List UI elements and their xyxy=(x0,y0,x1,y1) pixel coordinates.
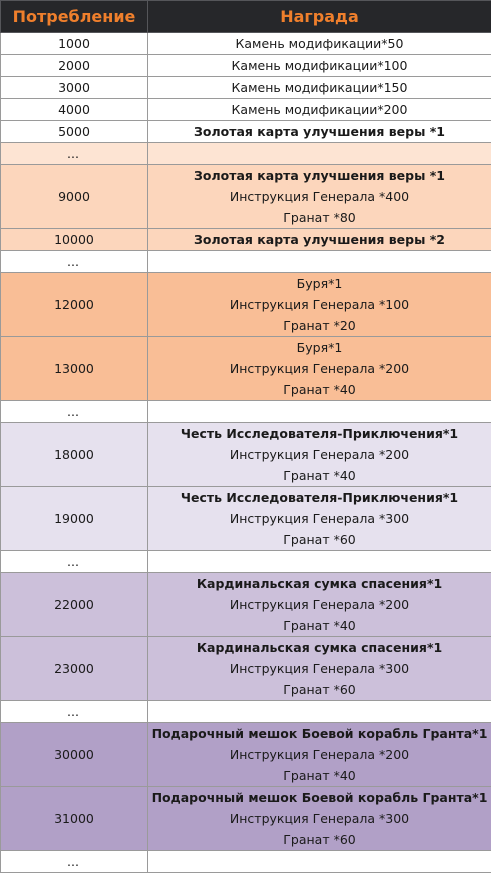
reward-line: Гранат *40 xyxy=(148,465,491,486)
table-row xyxy=(1,423,491,487)
reward-cell xyxy=(148,423,491,487)
consumption-cell xyxy=(1,701,148,723)
table-row xyxy=(1,487,491,551)
reward-line: Инструкция Генерала *300 xyxy=(148,808,491,829)
reward-line: Гранат *60 xyxy=(148,679,491,700)
table-row xyxy=(1,637,491,701)
consumption-cell xyxy=(1,851,148,873)
consumption-value: ... xyxy=(67,551,147,572)
table-row xyxy=(1,55,491,77)
reward-line: Золотая карта улучшения веры *2 xyxy=(148,229,491,250)
reward-cell xyxy=(148,273,491,337)
reward-line: Гранат *60 xyxy=(148,829,491,850)
consumption-cell xyxy=(1,251,148,273)
reward-line: Инструкция Генерала *300 xyxy=(148,508,491,529)
consumption-value: 12000 xyxy=(1,294,147,315)
table-row xyxy=(1,701,491,723)
reward-cell xyxy=(148,121,491,143)
consumption-cell xyxy=(1,77,148,99)
reward-cell xyxy=(148,851,491,873)
table-header-row xyxy=(1,1,491,33)
reward-line: Гранат *40 xyxy=(148,615,491,636)
table-body xyxy=(1,33,491,873)
consumption-cell xyxy=(1,551,148,573)
reward-line: Гранат *40 xyxy=(148,379,491,400)
consumption-cell xyxy=(1,337,148,401)
consumption-cell xyxy=(1,723,148,787)
consumption-cell xyxy=(1,99,148,121)
reward-line: Кардинальская сумка спасения*1 xyxy=(148,637,491,658)
table-row xyxy=(1,143,491,165)
reward-cell xyxy=(148,251,491,273)
consumption-cell xyxy=(1,273,148,337)
reward-cell xyxy=(148,165,491,229)
table-row xyxy=(1,99,491,121)
reward-line: Золотая карта улучшения веры *1 xyxy=(148,121,491,142)
reward-line: Золотая карта улучшения веры *1 xyxy=(148,165,491,186)
reward-line: Честь Исследователя-Приключения*1 xyxy=(148,487,491,508)
consumption-cell xyxy=(1,33,148,55)
table-row xyxy=(1,787,491,851)
reward-line: Буря*1 xyxy=(148,273,491,294)
table-row xyxy=(1,121,491,143)
table-row xyxy=(1,337,491,401)
consumption-value: ... xyxy=(67,401,147,422)
consumption-value: 19000 xyxy=(1,508,147,529)
consumption-value: 13000 xyxy=(1,358,147,379)
table-row xyxy=(1,551,491,573)
reward-line: Камень модификации*100 xyxy=(148,55,491,76)
reward-cell xyxy=(148,637,491,701)
reward-cell xyxy=(148,143,491,165)
consumption-value: 18000 xyxy=(1,444,147,465)
table-row xyxy=(1,273,491,337)
consumption-cell xyxy=(1,423,148,487)
reward-cell xyxy=(148,573,491,637)
table-row xyxy=(1,251,491,273)
consumption-cell xyxy=(1,143,148,165)
consumption-cell xyxy=(1,787,148,851)
reward-line: Честь Исследователя-Приключения*1 xyxy=(148,423,491,444)
consumption-value: 22000 xyxy=(1,594,147,615)
consumption-cell xyxy=(1,487,148,551)
consumption-value: 2000 xyxy=(1,55,147,76)
consumption-value: 4000 xyxy=(1,99,147,120)
consumption-value: 31000 xyxy=(1,808,147,829)
consumption-cell xyxy=(1,229,148,251)
table-row xyxy=(1,401,491,423)
reward-cell xyxy=(148,787,491,851)
reward-line: Инструкция Генерала *200 xyxy=(148,744,491,765)
table-row xyxy=(1,165,491,229)
consumption-value: ... xyxy=(67,143,147,164)
reward-cell xyxy=(148,723,491,787)
reward-line: Буря*1 xyxy=(148,337,491,358)
reward-line: Камень модификации*150 xyxy=(148,77,491,98)
reward-line: Гранат *60 xyxy=(148,529,491,550)
table-row xyxy=(1,851,491,873)
table-row xyxy=(1,229,491,251)
reward-cell xyxy=(148,33,491,55)
reward-line: Инструкция Генерала *300 xyxy=(148,658,491,679)
consumption-value: ... xyxy=(67,701,147,722)
table-row xyxy=(1,77,491,99)
consumption-cell xyxy=(1,637,148,701)
table-row xyxy=(1,33,491,55)
reward-cell xyxy=(148,99,491,121)
consumption-cell xyxy=(1,573,148,637)
reward-cell xyxy=(148,551,491,573)
reward-line: Гранат *80 xyxy=(148,207,491,228)
reward-line: Подарочный мешок Боевой корабль Гранта*1 xyxy=(148,723,491,744)
consumption-value: 30000 xyxy=(1,744,147,765)
reward-line: Инструкция Генерала *100 xyxy=(148,294,491,315)
reward-line: Гранат *40 xyxy=(148,765,491,786)
consumption-value: 1000 xyxy=(1,33,147,54)
reward-line: Инструкция Генерала *400 xyxy=(148,186,491,207)
header-reward: Награда xyxy=(148,1,491,33)
consumption-cell xyxy=(1,55,148,77)
reward-cell xyxy=(148,701,491,723)
table-row xyxy=(1,723,491,787)
reward-line: Инструкция Генерала *200 xyxy=(148,444,491,465)
consumption-cell xyxy=(1,165,148,229)
reward-cell xyxy=(148,77,491,99)
consumption-value: 9000 xyxy=(1,186,147,207)
reward-cell xyxy=(148,55,491,77)
consumption-value: 5000 xyxy=(1,121,147,142)
consumption-value: ... xyxy=(67,251,147,272)
consumption-value: ... xyxy=(67,851,147,872)
consumption-cell xyxy=(1,401,148,423)
reward-line: Кардинальская сумка спасения*1 xyxy=(148,573,491,594)
reward-cell xyxy=(148,229,491,251)
reward-cell xyxy=(148,401,491,423)
reward-cell xyxy=(148,487,491,551)
consumption-value: 23000 xyxy=(1,658,147,679)
reward-line: Камень модификации*200 xyxy=(148,99,491,120)
reward-line: Гранат *20 xyxy=(148,315,491,336)
consumption-cell xyxy=(1,121,148,143)
reward-line: Инструкция Генерала *200 xyxy=(148,594,491,615)
reward-line: Камень модификации*50 xyxy=(148,33,491,54)
table-row xyxy=(1,573,491,637)
reward-line: Инструкция Генерала *200 xyxy=(148,358,491,379)
consumption-value: 10000 xyxy=(1,229,147,250)
reward-cell xyxy=(148,337,491,401)
reward-line: Подарочный мешок Боевой корабль Гранта*1 xyxy=(148,787,491,808)
consumption-value: 3000 xyxy=(1,77,147,98)
header-consumption: Потребление xyxy=(1,1,148,33)
